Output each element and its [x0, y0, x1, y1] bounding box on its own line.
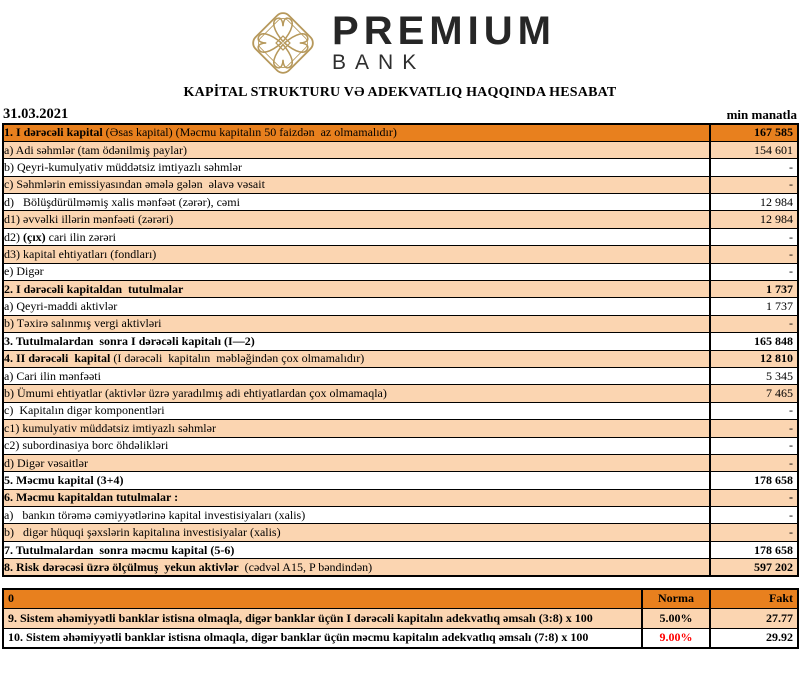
- meta-row: [0, 104, 800, 123]
- table-row: [3, 350, 798, 367]
- adequacy-table-body: [3, 608, 798, 648]
- row-value: 178 658: [710, 472, 798, 489]
- row-label: [3, 472, 710, 489]
- capital-structure-table: [2, 123, 799, 577]
- row-value: 154 601: [710, 141, 798, 158]
- row-label: [3, 350, 710, 367]
- row-value: 7 465: [710, 385, 798, 402]
- row-label-part: d1) əvvəlki illərin mənfəəti (zərəri): [4, 212, 174, 227]
- table-row: [3, 489, 798, 506]
- table-row: [3, 454, 798, 471]
- adequacy-header-row: [3, 589, 798, 608]
- ratio-norma-value: 9.00%: [642, 628, 710, 648]
- row-value: -: [710, 402, 798, 419]
- row-label-part: d) Digər vəsaitlər: [4, 455, 88, 470]
- row-label: [3, 263, 710, 280]
- row-label: [3, 489, 710, 506]
- row-label: [3, 298, 710, 315]
- norma-column-header: Norma: [642, 589, 710, 608]
- row-label: [3, 367, 710, 384]
- row-label-part: 3. Tutulmalardan sonra I dərəcəli kapitalı (I—2): [4, 333, 255, 348]
- table-row: [3, 298, 798, 315]
- row-label: [3, 281, 710, 298]
- row-label-part: (çıx): [23, 229, 46, 244]
- row-label-part: c) Kapitalın digər komponentləri: [4, 403, 165, 418]
- table-row: [3, 420, 798, 437]
- row-value: -: [710, 437, 798, 454]
- bank-logo: [0, 0, 800, 82]
- row-label-part: d) Bölüşdürülməmiş xalis mənfəət (zərər), cəmi: [4, 194, 240, 209]
- bank-logo-knot-icon: [244, 5, 322, 81]
- fakt-column-header: Fakt: [710, 589, 798, 608]
- row-label-part: d3) kapital ehtiyatları (fondları): [4, 246, 157, 261]
- row-value: -: [710, 246, 798, 263]
- row-value: 597 202: [710, 559, 798, 576]
- row-value: 12 810: [710, 350, 798, 367]
- row-label-part: b) Ümumi ehtiyatlar (aktivlər üzrə yaradılmış adi ehtiyatlardan çox olmamaqla): [4, 386, 387, 401]
- row-label: [3, 437, 710, 454]
- row-label-part: c2) subordinasiya borc öhdəlikləri: [4, 438, 169, 453]
- table-row: [3, 124, 798, 141]
- row-value: 178 658: [710, 541, 798, 558]
- row-label: [3, 507, 710, 524]
- row-label-part: 2. I dərəcəli kapitaldan tutulmalar: [4, 281, 184, 296]
- row-value: -: [710, 454, 798, 471]
- row-label-part: cari ilin zərəri: [45, 229, 116, 244]
- ratio-norma-value: 5.00%: [642, 608, 710, 628]
- table-row: [3, 159, 798, 176]
- row-value: -: [710, 420, 798, 437]
- table-row: [3, 141, 798, 158]
- table-row: [3, 437, 798, 454]
- row-value: 12 984: [710, 211, 798, 228]
- row-value: -: [710, 263, 798, 280]
- row-label-part: 7. Tutulmalardan sonra məcmu kapital (5-6): [4, 542, 235, 557]
- row-label-part: a) Qeyri-maddi aktivlər: [4, 299, 118, 314]
- table-row: [3, 507, 798, 524]
- table-row: [3, 541, 798, 558]
- report-date: 31.03.2021: [3, 106, 69, 122]
- ratio-row: [3, 608, 798, 628]
- row-label-part: c) Səhmlərin emissiyasından əmələ gələn əlavə vəsait: [4, 177, 265, 192]
- brand-name: PREMIUM: [332, 8, 556, 53]
- table-row: [3, 246, 798, 263]
- row-label: [3, 524, 710, 541]
- ratio-fakt-value: 27.77: [710, 608, 798, 628]
- brand-subname: BANK: [332, 50, 426, 74]
- row-value: 165 848: [710, 333, 798, 350]
- row-value: 12 984: [710, 194, 798, 211]
- ratio-label: 10. Sistem əhəmiyyətli banklar istisna olmaqla, digər banklar üçün məcmu kapitalın adekvatlıq əmsalı (7:8) x 100: [3, 628, 642, 648]
- row-value: -: [710, 228, 798, 245]
- row-label: [3, 559, 710, 576]
- row-label-part: (cədvəl A15, P bəndindən): [238, 559, 373, 574]
- row-label: [3, 176, 710, 193]
- row-label: [3, 159, 710, 176]
- row-label: [3, 420, 710, 437]
- row-label-part: c1) kumulyativ müddətsiz imtiyazlı səhmlər: [4, 420, 216, 435]
- row-label: [3, 385, 710, 402]
- row-label: [3, 141, 710, 158]
- row-label: [3, 541, 710, 558]
- table-row: [3, 263, 798, 280]
- table-row: [3, 472, 798, 489]
- table-row: [3, 524, 798, 541]
- row-label-part: 4. II dərəcəli kapital: [4, 351, 111, 366]
- row-label-part: 1. I dərəcəli kapital: [4, 125, 103, 140]
- row-value: -: [710, 176, 798, 193]
- row-value: -: [710, 315, 798, 332]
- table-row: [3, 333, 798, 350]
- row-label-part: b) Təxirə salınmış vergi aktivləri: [4, 316, 162, 331]
- table-row: [3, 194, 798, 211]
- row-label-part: 6. Məcmu kapitaldan tutulmalar :: [4, 490, 179, 505]
- row-label-part: 8. Risk dərəcəsi üzrə ölçülmuş yekun aktivlər: [4, 559, 239, 574]
- row-value: 1 737: [710, 298, 798, 315]
- row-label: [3, 315, 710, 332]
- row-label-part: a) Adi səhmlər (tam ödənilmiş paylar): [4, 142, 187, 157]
- table-row: [3, 176, 798, 193]
- row-value: -: [710, 159, 798, 176]
- row-label: [3, 211, 710, 228]
- row-label: [3, 228, 710, 245]
- ratio-row: [3, 628, 798, 648]
- row-value: -: [710, 524, 798, 541]
- table-row: [3, 315, 798, 332]
- row-label: [3, 194, 710, 211]
- row-value: -: [710, 507, 798, 524]
- row-label: [3, 402, 710, 419]
- row-label-part: b) Qeyri-kumulyativ müddətsiz imtiyazlı səhmlər: [4, 159, 242, 174]
- row-label-part: (I dərəcəli kapitalın məbləğindən çox olmamalıdır): [110, 351, 365, 366]
- page-title: KAPİTAL STRUKTURU VƏ ADEKVATLIQ HAQQINDA HESABAT: [183, 85, 617, 100]
- unit-label: min manatla: [726, 107, 797, 122]
- row-value: 5 345: [710, 367, 798, 384]
- row-label: [3, 124, 710, 141]
- row-value: -: [710, 489, 798, 506]
- row-label-part: e) Digər: [4, 264, 44, 279]
- row-value: 1 737: [710, 281, 798, 298]
- bank-logo-text: [332, 8, 556, 75]
- table-row: [3, 402, 798, 419]
- row-value: 167 585: [710, 124, 798, 141]
- row-label: [3, 246, 710, 263]
- section-spacer: [0, 577, 800, 588]
- row-label-part: a) Cari ilin mənfəəti: [4, 368, 101, 383]
- table-row: [3, 281, 798, 298]
- row-label-part: d2): [4, 229, 23, 244]
- row-label-part: a) bankın törəmə cəmiyyətlərinə kapital investisiyaları (xalis): [4, 507, 306, 522]
- table-row: [3, 211, 798, 228]
- row-label-part: (Əsas kapital) (Məcmu kapitalın 50 faizdən az olmamalıdır): [102, 125, 397, 140]
- table-row: [3, 367, 798, 384]
- table-row: [3, 228, 798, 245]
- table-row: [3, 385, 798, 402]
- capital-table-body: [3, 124, 798, 576]
- adequacy-ratio-table: [2, 588, 799, 649]
- row-label: [3, 333, 710, 350]
- ratio-fakt-value: 29.92: [710, 628, 798, 648]
- ratio-label: 9. Sistem əhəmiyyətli banklar istisna olmaqla, digər banklar üçün I dərəcəli kapitalın adekvatlıq əmsalı (3:8) x 100: [3, 608, 642, 628]
- table-row: [3, 559, 798, 576]
- adequacy-corner-cell: 0: [3, 589, 642, 608]
- row-label: [3, 454, 710, 471]
- row-label-part: b) digər hüquqi şəxslərin kapitalına investisiyalar (xalis): [4, 525, 281, 540]
- row-label-part: 5. Məcmu kapital (3+4): [4, 473, 124, 487]
